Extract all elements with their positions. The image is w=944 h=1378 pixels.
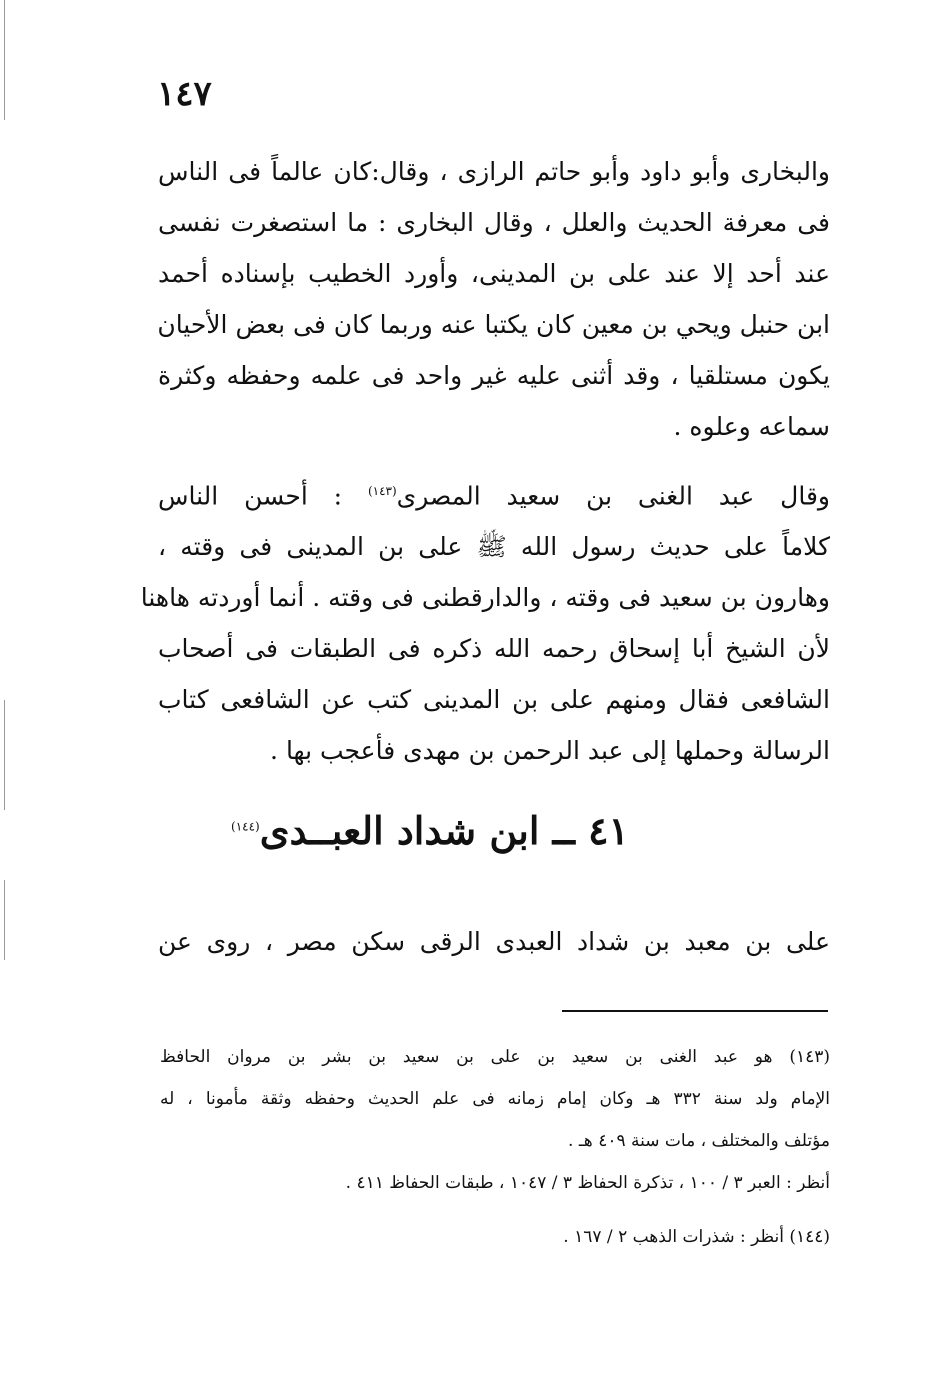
text-line: يكون مستلقيا ، وقد أثنى عليه غير واحد فى علمه وحفظه وكثرة (158, 361, 830, 390)
footnote-line: الإمام ولد سنة ٣٣٢ هـ وكان إمام زمانه فى علم الحديث وحفظه وثقة مأمونا ، له (160, 1089, 830, 1109)
footnote-separator (562, 1010, 828, 1012)
text-line: على بن معبد بن شداد العبدى الرقى سكن مصر ، روى عن (158, 927, 830, 956)
text-line: الرسالة وحملها إلى عبد الرحمن بن مهدى فأعجب بها . (270, 736, 830, 766)
paragraph-3 (158, 916, 830, 967)
scan-edge-line (4, 880, 5, 960)
scan-edge-line (4, 0, 5, 120)
text-line: كلاماً على حديث رسول الله ﷺ على بن المدينى فى وقته ، (158, 532, 830, 562)
text-line: وهارون بن سعيد فى وقته ، والدارقطنى فى وقته . أنما أوردته هاهنا (140, 583, 830, 613)
section-heading (160, 808, 700, 853)
text-line: الشافعى فقال ومنهم على بن المدينى كتب عن الشافعى كتاب (158, 685, 830, 715)
footnote-line: أنظر : العبر ٣ / ١٠٠ ، تذكرة الحفاظ ٣ / ١٠٤٧ ، طبقات الحفاظ ٤١١ . (345, 1173, 830, 1193)
scan-edge-line (4, 700, 5, 810)
footnote-144 (160, 1216, 830, 1258)
footnote-line: مؤتلف والمختلف ، مات سنة ٤٠٩ هـ . (568, 1131, 830, 1151)
text-line (158, 466, 830, 521)
text-line: والبخارى وأبو داود وأبو حاتم الرازى ، وقال:كان عالماً فى الناس (158, 157, 830, 186)
text-line: سماعه وعلوه . (673, 412, 830, 441)
text-line: لأن الشيخ أبا إسحاق رحمه الله ذكره فى الطبقات فى أصحاب (158, 634, 830, 664)
footnote-ref-143: (١٤٣) (367, 484, 397, 498)
footnote-143 (160, 1036, 830, 1162)
footnote-line: (١٤٣) هو عبد الغنى بن سعيد بن على بن سعيد بن بشر بن مروان الحافظ (160, 1047, 830, 1067)
text-line: فى معرفة الحديث والعلل ، وقال البخارى : ما استصغرت نفسى (158, 208, 830, 237)
footnote-line: (١٤٤) أنظر : شذرات الذهب ٢ / ١٦٧ . (563, 1227, 830, 1247)
page-number: ١٤٧ (157, 74, 212, 114)
text-line: عند أحد إلا عند على بن المدينى، وأورد الخطيب بإسناده أحمد (158, 259, 830, 288)
paragraph-1 (158, 146, 830, 452)
line1-post: : أحسن الناس (158, 481, 368, 511)
footnote-143-references (160, 1162, 830, 1204)
footnote-ref-144: (١٤٤) (231, 819, 260, 834)
paragraph-2 (140, 466, 830, 776)
line1-pre: وقال عبد الغنى بن سعيد المصرى (396, 481, 830, 511)
text-line: ابن حنبل ويحي بن معين كان يكتبا عنه وربما كان فى بعض الأحيان (157, 310, 830, 339)
heading-text: ٤١ ــ ابن شداد العبــدى (259, 808, 629, 853)
